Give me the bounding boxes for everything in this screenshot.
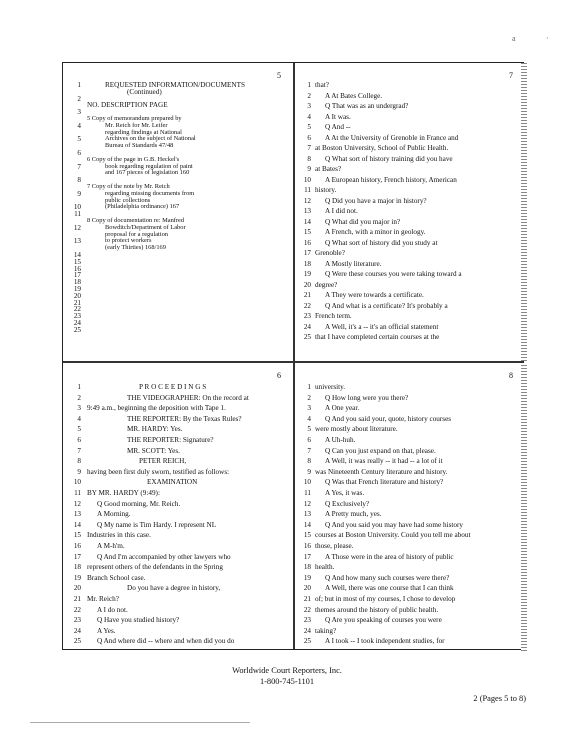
line-number: 3: [307, 102, 311, 110]
line-number: 8: [77, 457, 81, 466]
line-number: 11: [74, 489, 81, 497]
line-number: 19: [73, 573, 81, 582]
line-number: 4: [307, 414, 311, 423]
transcript-line: A Well, there was one course that I can think: [325, 584, 454, 593]
line-number: 10: [73, 203, 81, 212]
line-number: 23: [73, 312, 81, 321]
line-number: 3: [77, 404, 81, 413]
corner-dot: ·: [546, 34, 549, 43]
transcript-line: Q And what is a certificate? It's probably a: [325, 301, 448, 310]
line-number: 13: [303, 207, 311, 215]
transcript-line: book regarding regulation of paint: [105, 162, 193, 170]
transcript-line: REQUESTED INFORMATION/DOCUMENTS: [105, 81, 245, 89]
page-panel-8: [295, 363, 525, 651]
transcript-line: Q And I'm accompanied by other lawyers who: [97, 552, 231, 561]
transcript-line: themes around the history of public health.: [315, 605, 439, 614]
transcript-line: THE REPORTER: By the Texas Rules?: [127, 414, 242, 423]
line-number: 1: [77, 383, 81, 391]
line-number: 19: [73, 285, 81, 293]
transcript-line: A At the University of Grenoble in France and: [325, 133, 459, 142]
transcript-line: BY MR. HARDY (9:49):: [87, 489, 160, 497]
line-number: 10: [303, 175, 311, 184]
transcript-line: (Continued): [127, 87, 162, 96]
line-number: 8: [307, 154, 311, 163]
line-number: 10: [303, 478, 311, 487]
line-number: 21: [303, 291, 311, 299]
line-number: 1: [307, 81, 311, 89]
transcript-line: A Morning.: [97, 510, 131, 519]
transcript-line: Q Did you have a major in history?: [325, 196, 427, 205]
transcript-line: Mr. Reich?: [87, 595, 119, 603]
line-number: 6: [307, 436, 311, 444]
transcript-line: Q And you said your, quote, history courses: [325, 414, 452, 423]
page-number: 7: [509, 71, 513, 80]
line-number: 8: [307, 457, 311, 466]
transcript-line: A Yes.: [97, 626, 116, 635]
line-number: 15: [303, 531, 311, 540]
page-range: 2 (Pages 5 to 8): [473, 694, 526, 703]
transcript-line: Q What sort of history did you study at: [325, 238, 438, 247]
transcript-line: MR. SCOTT: Yes.: [127, 446, 180, 455]
line-number: 23: [303, 312, 311, 320]
transcript-line: NO. DESCRIPTION PAGE: [87, 101, 168, 110]
line-number: 4: [77, 414, 81, 423]
transcript-line: 8 Copy of documentation re: Manfred: [87, 217, 185, 224]
line-number: 17: [303, 249, 311, 257]
transcript-line: A Uh-huh.: [325, 436, 356, 444]
line-number: 2: [307, 91, 311, 100]
transcript-line: of; but in most of my courses, I chose to develop: [315, 595, 456, 603]
line-number: 9: [307, 467, 311, 476]
line-number: 12: [303, 499, 311, 508]
line-number: 7: [307, 144, 311, 152]
transcript-line: THE VIDEOGRAPHER: On the record at: [127, 393, 249, 402]
line-number: 11: [304, 489, 311, 497]
transcript-line: PETER REICH,: [139, 457, 187, 466]
transcript-line: that?: [315, 81, 329, 89]
transcript-line: A I did not.: [325, 207, 358, 215]
line-number: 24: [303, 626, 311, 635]
line-number: 5: [77, 425, 81, 434]
transcript-line: Q And where did -- where and when did you do: [97, 637, 235, 646]
line-number: 14: [73, 520, 81, 529]
transcript-line: Q Have you studied history?: [97, 616, 180, 625]
transcript-line: was Nineteenth Century literature and history.: [315, 467, 448, 476]
transcript-line: to protect workers: [105, 237, 152, 245]
line-number: 17: [73, 552, 81, 561]
transcript-line: at Bates?: [315, 165, 342, 173]
transcript-line: A I took -- I took independent studies, for: [325, 637, 445, 646]
transcript-line: Q And --: [325, 123, 351, 131]
transcript-line: Industries in this case.: [87, 531, 151, 540]
line-number: 1: [307, 383, 311, 391]
transcript-line: represent others of the defendants in the Spring: [87, 563, 223, 572]
line-number: 22: [73, 605, 81, 614]
line-number: 3: [77, 108, 81, 117]
line-number: 23: [303, 616, 311, 625]
transcript-line: A Those were in the area of history of public: [325, 552, 454, 561]
line-number: 21: [73, 595, 81, 603]
transcript-line: Q What did you major in?: [325, 217, 401, 226]
line-number: 20: [303, 280, 311, 289]
transcript-line: A French, with a minor in geology.: [325, 228, 426, 236]
line-number: 22: [303, 605, 311, 614]
transcript-line: Bowditch/Department of Labor: [105, 223, 186, 231]
transcript-line: Q And how many such courses were there?: [325, 573, 450, 582]
line-number: 18: [303, 563, 311, 572]
transcript-line: A At Bates College.: [325, 91, 383, 100]
transcript-line: MR. HARDY: Yes.: [127, 425, 183, 434]
transcript-line: Q Were these courses you were taking toward a: [325, 270, 462, 278]
line-number: 7: [307, 446, 311, 455]
line-number: 24: [73, 319, 81, 327]
transcript-line: Q Good morning, Mr. Reich.: [97, 499, 181, 508]
transcript-line: that I have completed certain courses at the: [315, 333, 440, 341]
transcript-line: Q What sort of history training did you have: [325, 154, 453, 163]
bottom-rule: [30, 722, 250, 723]
transcript-line: were mostly about literature.: [315, 425, 398, 434]
transcript-line: A Mostly literature.: [325, 259, 382, 268]
line-number: 6: [77, 436, 81, 444]
line-number: 6: [77, 149, 81, 157]
line-number: 4: [307, 112, 311, 121]
transcript-line: A Well, it was really -- it had -- a lot of it: [325, 457, 443, 466]
line-number: 20: [73, 584, 81, 593]
line-number: 10: [73, 478, 81, 487]
line-number: 25: [73, 637, 81, 646]
transcript-line: Branch School case.: [87, 573, 146, 582]
transcript-line: Do you have a degree in history,: [127, 584, 221, 593]
transcript-line: 6 Copy of the page in G.B. Heckel's: [87, 155, 180, 163]
line-number: 16: [303, 542, 311, 550]
edge-shading: [521, 363, 527, 651]
transcript-line: Q My name is Tim Hardy. I represent NL: [97, 520, 217, 529]
line-number: 2: [77, 393, 81, 402]
transcript-line: having been first duly sworn, testified as follows:: [87, 467, 230, 476]
line-number: 9: [307, 165, 311, 173]
transcript-line: health.: [315, 563, 335, 572]
line-number: 23: [73, 616, 81, 625]
transcript-grid: [62, 62, 524, 650]
line-number: 14: [73, 251, 81, 259]
transcript-line: Bureau of Standards 47/48: [105, 142, 174, 150]
line-number: 24: [73, 626, 81, 635]
transcript-line: A I do not.: [97, 605, 128, 614]
line-number: 4: [77, 121, 81, 130]
line-number: 12: [303, 196, 311, 205]
line-number: 25: [303, 637, 311, 646]
line-number: 25: [73, 325, 81, 334]
line-number: 9: [77, 189, 81, 198]
transcript-line: (early Thirties) 168/169: [105, 244, 166, 252]
transcript-line: A They were towards a certificate.: [325, 291, 424, 299]
page-number: 6: [277, 371, 281, 380]
transcript-line: Q How long were you there?: [325, 393, 409, 402]
page-panel-6: [63, 363, 293, 651]
line-number: 5: [307, 425, 311, 434]
transcript-line: Grenoble?: [315, 249, 345, 257]
line-number: 18: [303, 259, 311, 268]
line-number: 13: [73, 237, 81, 246]
line-number: 13: [73, 510, 81, 519]
transcript-line: A M-h'm.: [97, 542, 125, 550]
transcript-line: degree?: [315, 280, 338, 289]
transcript-line: THE REPORTER: Signature?: [127, 436, 214, 444]
line-number: 16: [73, 542, 81, 550]
transcript-line: A European history, French history, American: [325, 175, 457, 184]
line-number: 5: [77, 135, 81, 144]
line-number: 21: [73, 298, 81, 307]
line-number: 13: [303, 510, 311, 519]
transcript-line: Q Exclusively?: [325, 499, 370, 508]
transcript-line: proposal for a regulation: [105, 230, 168, 238]
transcript-line: public collections: [105, 196, 151, 204]
line-number: 8: [77, 176, 81, 185]
line-number: 17: [303, 552, 311, 561]
line-number: 19: [303, 270, 311, 278]
transcript-line: Q And you said you may have had some history: [325, 520, 463, 529]
transcript-line: Q Are you speaking of courses you were: [325, 616, 442, 625]
transcript-line: regarding missing documents from: [105, 189, 195, 197]
transcript-line: Mr. Reich for Mr. Leifer: [105, 121, 168, 129]
transcript-line: EXAMINATION: [147, 478, 198, 487]
transcript-line: A Yes, it was.: [325, 489, 365, 497]
line-number: 11: [304, 186, 311, 194]
page-number: 5: [277, 71, 281, 80]
page-panel-5: [63, 63, 293, 361]
transcript-line: those, please.: [315, 542, 354, 550]
line-number: 12: [73, 223, 81, 232]
transcript-line: Q That was as an undergrad?: [325, 102, 409, 110]
line-number: 7: [77, 446, 81, 455]
line-number: 18: [73, 278, 81, 287]
page-panel-7: [295, 63, 525, 361]
line-number: 18: [73, 563, 81, 572]
transcript-line: and 167 pieces of legislation 160: [105, 169, 190, 177]
transcript-line: university.: [315, 383, 346, 391]
transcript-line: French term.: [315, 312, 352, 320]
line-number: 17: [73, 271, 81, 280]
transcript-line: Q Was that French literature and history?: [325, 478, 444, 487]
line-number: 5: [307, 123, 311, 131]
line-number: 24: [303, 322, 311, 331]
transcript-line: regarding findings at National: [105, 128, 182, 136]
line-number: 3: [307, 404, 311, 413]
transcript-line: history.: [315, 186, 337, 194]
line-number: 25: [303, 333, 311, 341]
line-number: 9: [77, 467, 81, 476]
transcript-line: A Well, it's a -- it's an official statement: [325, 322, 439, 331]
line-number: 14: [303, 217, 311, 226]
line-number: 12: [73, 499, 81, 508]
line-number: 1: [77, 81, 81, 89]
line-number: 22: [303, 301, 311, 310]
line-number: 19: [303, 573, 311, 582]
line-number: 22: [73, 305, 81, 314]
line-number: 2: [77, 94, 81, 103]
edge-shading: [521, 63, 527, 361]
footer-company: Worldwide Court Reporters, Inc.: [232, 666, 342, 675]
footer-phone: 1-800-745-1101: [259, 677, 315, 686]
transcript-line: at Boston University, School of Public Health.: [315, 144, 449, 152]
line-number: 15: [303, 228, 311, 236]
transcript-line: Archives on the subject of National: [105, 135, 196, 143]
line-number: 21: [303, 595, 311, 603]
page-number: 8: [509, 371, 513, 380]
corner-mark: a: [512, 34, 516, 43]
transcript-line: A It was.: [325, 112, 351, 121]
line-number: 15: [73, 531, 81, 540]
transcript-line: taking?: [315, 626, 337, 635]
line-number: 16: [73, 264, 81, 273]
transcript-line: 5 Copy of memorandum prepared by: [87, 115, 182, 122]
line-number: 20: [73, 291, 81, 300]
transcript-line: P R O C E E D I N G S: [139, 383, 207, 391]
line-number: 20: [303, 584, 311, 593]
line-number: 14: [303, 520, 311, 529]
transcript-line: (Philadelphia ordinance) 167: [105, 203, 180, 211]
transcript-line: A Pretty much, yes.: [325, 510, 382, 519]
line-number: 2: [307, 393, 311, 402]
transcript-line: 7 Copy of the note by Mr. Reich: [87, 183, 170, 190]
line-number: 6: [307, 133, 311, 142]
line-number: 15: [73, 257, 81, 266]
transcript-line: 9:49 a.m., beginning the deposition with Tape 1.: [87, 404, 226, 413]
transcript-line: A One year.: [325, 404, 360, 413]
transcript-line: Q Can you just expand on that, please.: [325, 446, 436, 455]
line-number: 7: [77, 162, 81, 171]
line-number: 16: [303, 238, 311, 247]
transcript-line: courses at Boston University. Could you tell me about: [315, 531, 471, 540]
line-number: 11: [74, 210, 81, 219]
